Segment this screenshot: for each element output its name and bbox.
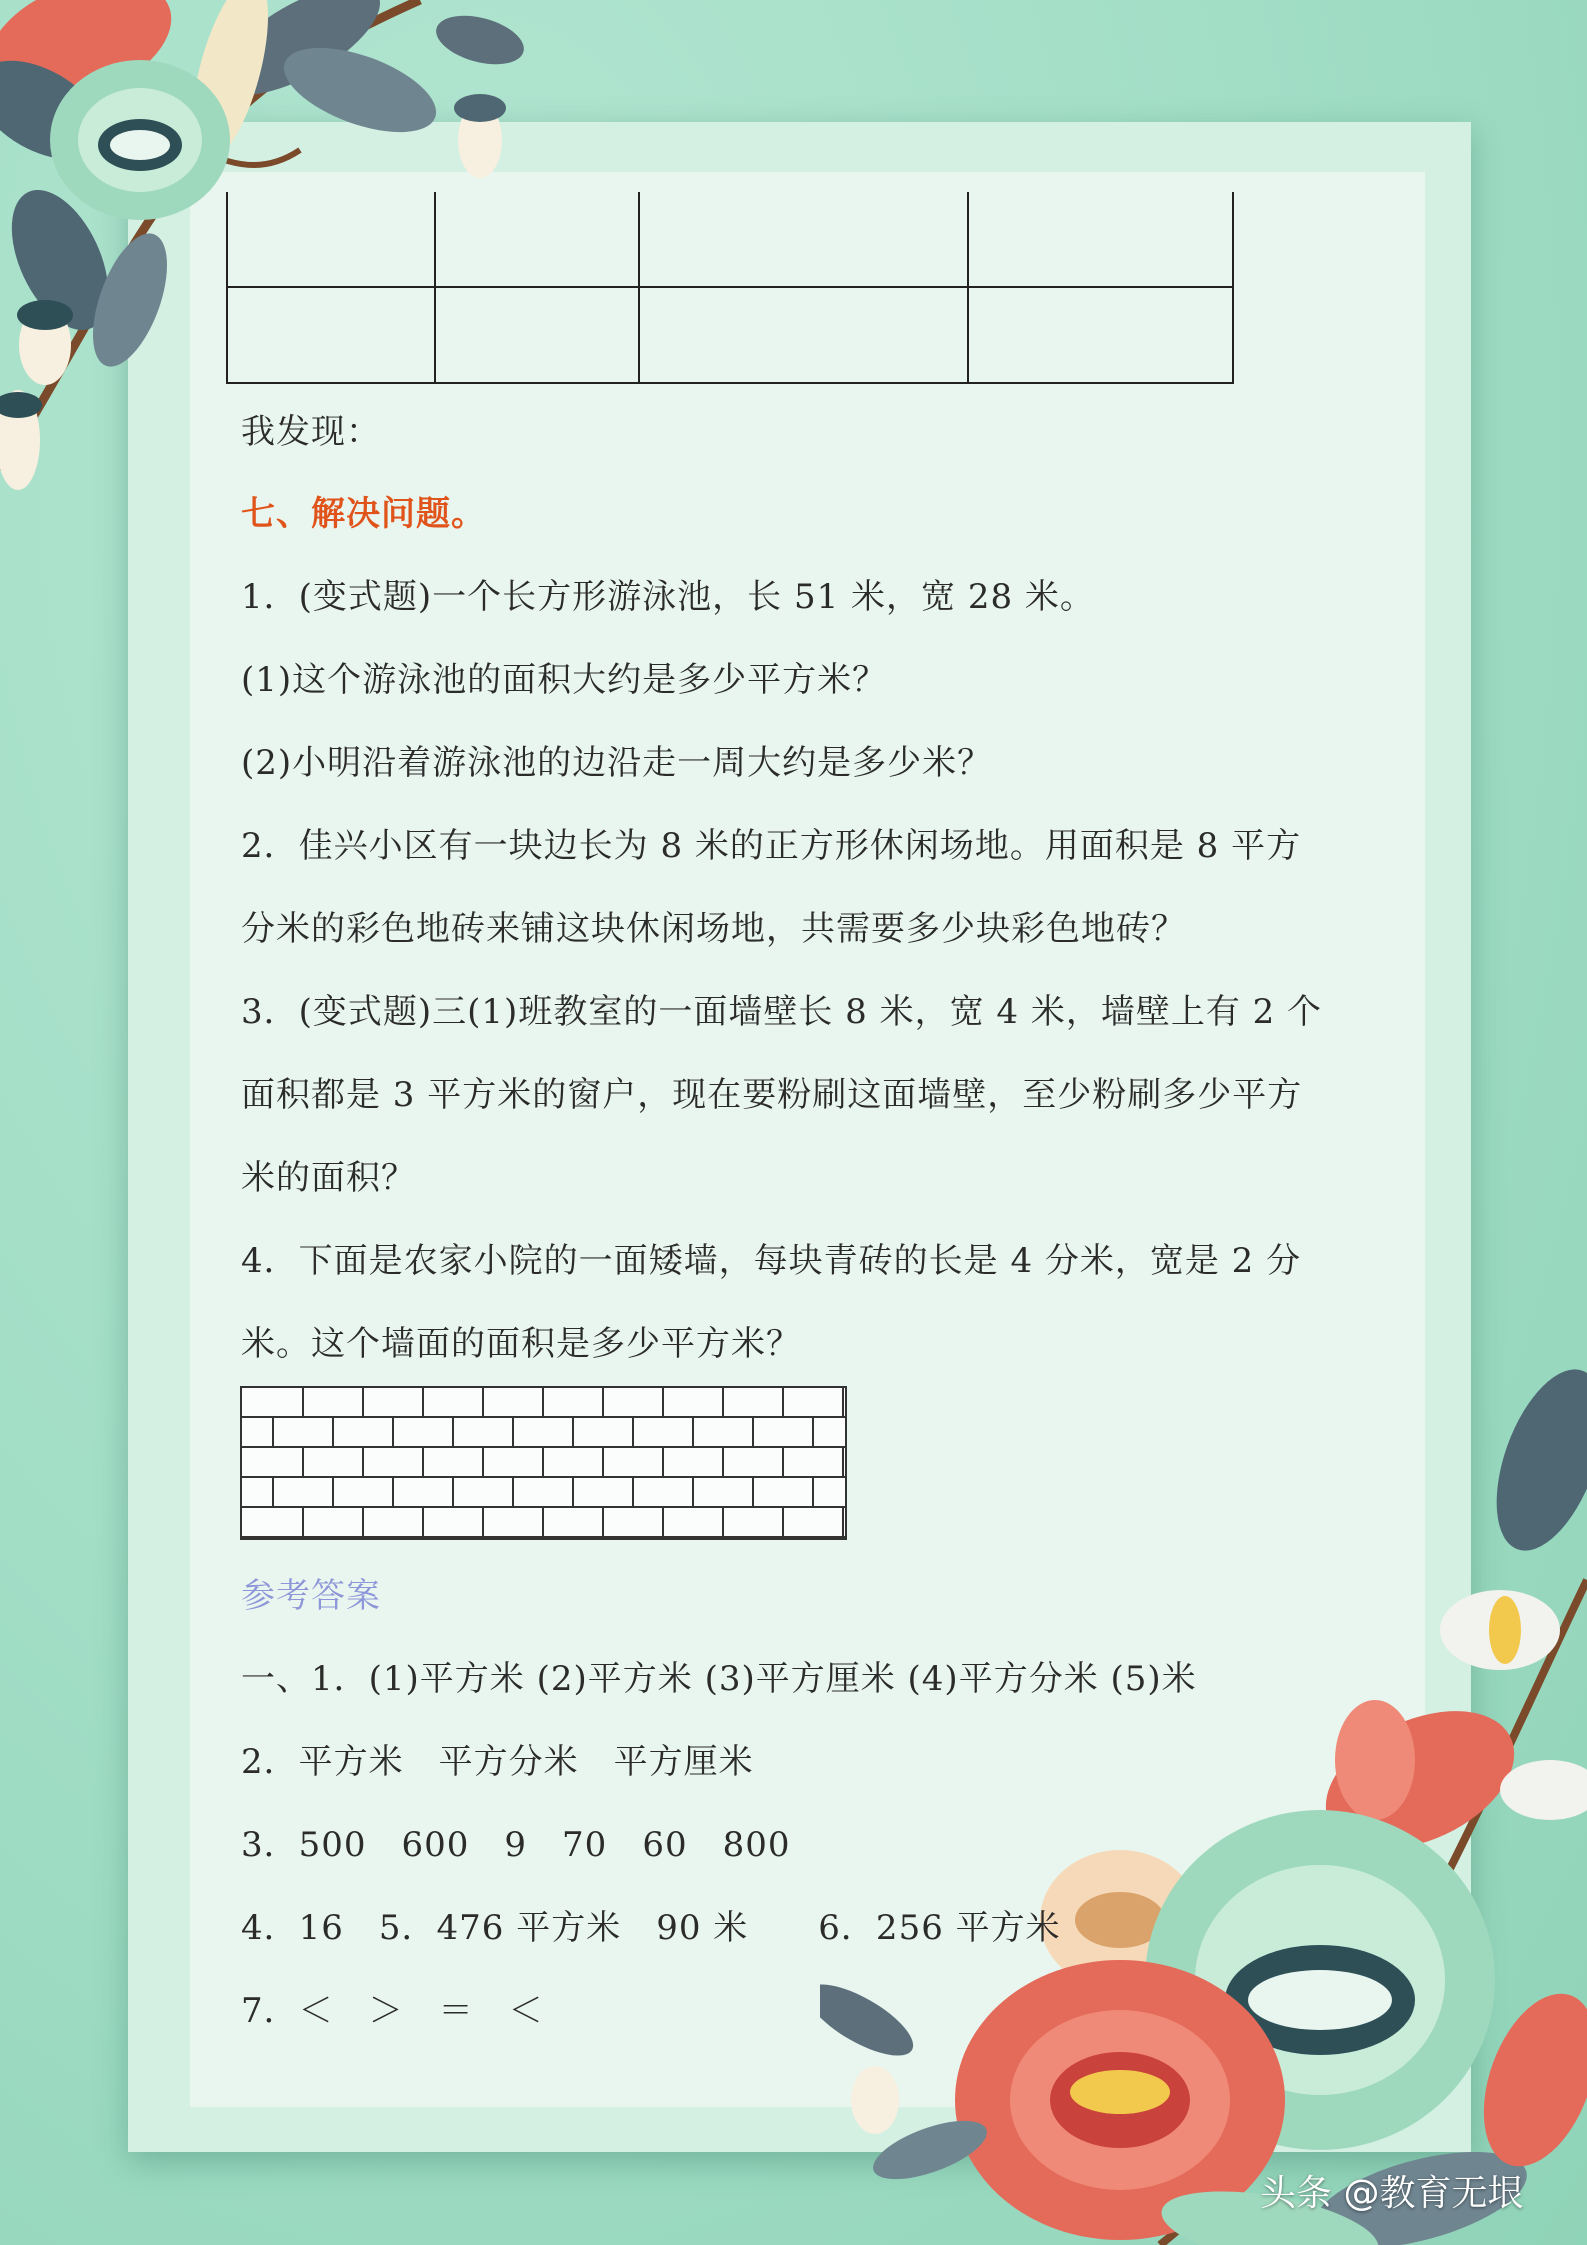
brick-joint [302,1388,304,1416]
brick-joint [842,1388,844,1416]
brick-row [242,1418,845,1448]
brick-joint [362,1388,364,1416]
problem-line: 1．(变式题)一个长方形游泳池，长 51 米，宽 28 米。 [241,577,1095,617]
brick-joint [512,1478,514,1506]
answer-line: 4．16 5．476 平方米 90 米 6．256 平方米 [241,1908,1061,1948]
brick-wall-figure [240,1386,847,1540]
brick-joint [812,1478,814,1506]
brick-joint [812,1418,814,1446]
brick-joint [332,1418,334,1446]
brick-joint [272,1478,274,1506]
brick-joint [482,1508,484,1536]
table-rule [226,286,1234,288]
problem-line: (1)这个游泳池的面积大约是多少平方米？ [241,660,888,700]
brick-joint [392,1478,394,1506]
answer-line: 一、1．(1)平方米 (2)平方米 (3)平方厘米 (4)平方分米 (5)米 [241,1659,1197,1699]
brick-joint [602,1448,604,1476]
brick-joint [332,1478,334,1506]
brick-joint [482,1448,484,1476]
answer-line: 3．500 600 9 70 60 800 [241,1825,791,1865]
brick-row [242,1448,845,1478]
table-rule [434,192,436,384]
brick-joint [842,1448,844,1476]
brick-joint [692,1478,694,1506]
brick-joint [302,1508,304,1536]
brick-joint [662,1448,664,1476]
brick-row [242,1478,845,1508]
brick-joint [302,1448,304,1476]
data-table [226,192,1234,384]
brick-joint [632,1418,634,1446]
brick-joint [422,1448,424,1476]
brick-joint [662,1388,664,1416]
watermark: 头条 @教育无垠 [1260,2173,1524,2214]
brick-row [242,1388,845,1418]
brick-joint [362,1448,364,1476]
brick-joint [722,1388,724,1416]
problem-line: 2．佳兴小区有一块边长为 8 米的正方形休闲场地。用面积是 8 平方 [241,826,1302,866]
table-rule [226,382,1234,384]
brick-joint [512,1418,514,1446]
brick-joint [752,1478,754,1506]
brick-joint [782,1388,784,1416]
problem-line: 米。这个墙面的面积是多少平方米？ [241,1324,801,1364]
brick-joint [392,1418,394,1446]
brick-row [242,1508,845,1538]
brick-joint [602,1388,604,1416]
answer-line: 7．＜ ＞ ＝ ＜ [241,1991,544,2031]
brick-joint [542,1448,544,1476]
brick-joint [692,1418,694,1446]
brick-joint [602,1508,604,1536]
brick-joint [482,1388,484,1416]
problem-line: 面积都是 3 平方米的窗户，现在要粉刷这面墙壁，至少粉刷多少平方 [241,1075,1303,1115]
table-rule [638,192,640,384]
brick-joint [782,1508,784,1536]
brick-joint [632,1478,634,1506]
problem-line: 米的面积？ [241,1158,416,1198]
table-rule [967,192,969,384]
brick-joint [272,1418,274,1446]
brick-joint [542,1388,544,1416]
floral-decoration-bottom-right [820,1340,1587,2245]
brick-joint [452,1478,454,1506]
problem-line: 3．(变式题)三(1)班教室的一面墙壁长 8 米，宽 4 米，墙壁上有 2 个 [241,992,1323,1032]
answers-title: 参考答案 [241,1576,381,1616]
table-rule [1232,192,1234,384]
brick-joint [542,1508,544,1536]
problem-line: 4．下面是农家小院的一面矮墙，每块青砖的长是 4 分米，宽是 2 分 [241,1241,1302,1281]
answer-line: 2．平方米 平方分米 平方厘米 [241,1742,754,1782]
brick-joint [572,1478,574,1506]
problem-line: 分米的彩色地砖来铺这块休闲场地，共需要多少块彩色地砖？ [241,909,1186,949]
discovery-label: 我发现： [241,412,381,452]
brick-joint [842,1508,844,1536]
brick-joint [722,1508,724,1536]
brick-joint [782,1448,784,1476]
brick-joint [752,1418,754,1446]
brick-joint [572,1418,574,1446]
brick-joint [362,1508,364,1536]
brick-joint [722,1448,724,1476]
brick-joint [422,1388,424,1416]
problem-line: (2)小明沿着游泳池的边沿走一周大约是多少米？ [241,743,993,783]
section-title: 七、解决问题。 [241,494,486,534]
brick-joint [662,1508,664,1536]
brick-joint [452,1418,454,1446]
brick-joint [422,1508,424,1536]
table-rule [226,192,228,384]
